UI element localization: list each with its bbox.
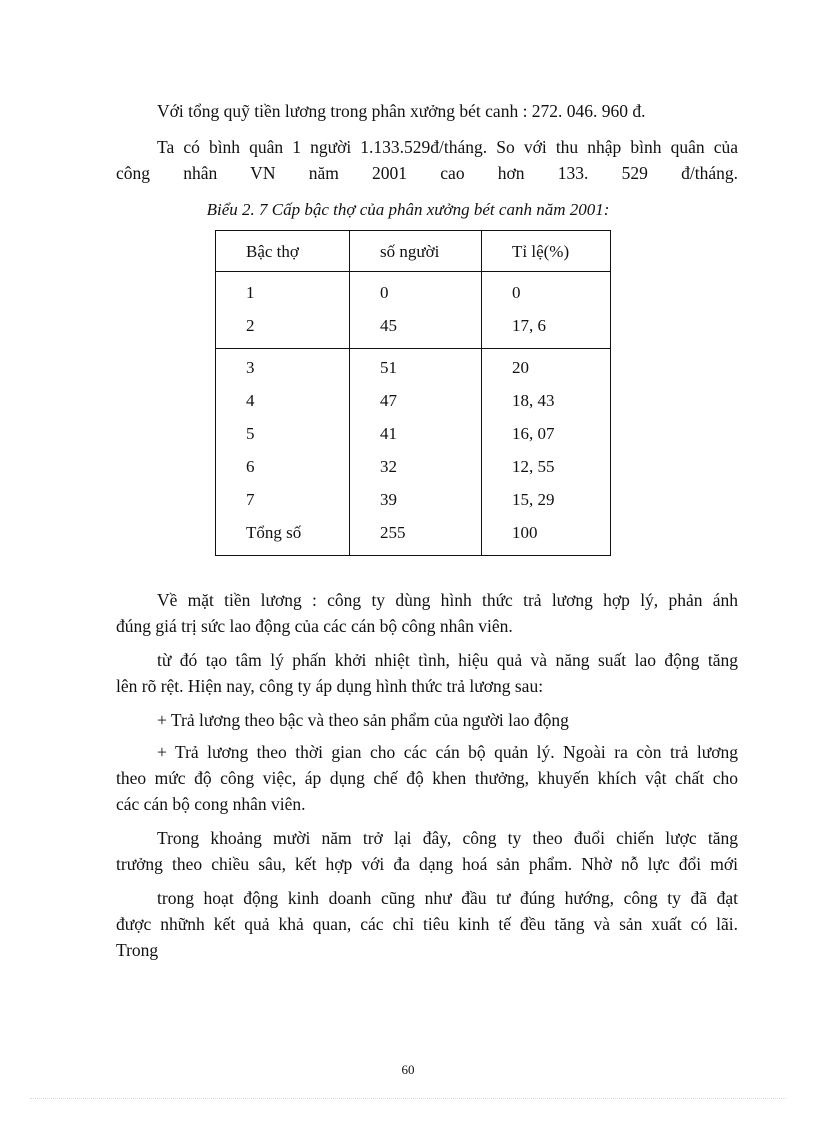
table-cell-total-count: 255 bbox=[380, 523, 406, 542]
table-cell: 41 bbox=[380, 424, 397, 443]
table-cell: 32 bbox=[380, 457, 397, 476]
table-cell: 4 bbox=[246, 391, 255, 410]
table-cell: 15, 29 bbox=[512, 490, 555, 509]
paragraph-wage-policy-line1: Về mặt tiền lương : công ty dùng hình thức trả lương hợp lý, phản ánh bbox=[157, 590, 738, 610]
table-group-1 bbox=[216, 272, 611, 349]
table-cell: 7 bbox=[246, 490, 255, 509]
list-item-piece-wage: + Trả lương theo bậc và theo sản phẩm của người lao động bbox=[157, 710, 569, 730]
table-cell: 2 bbox=[246, 316, 255, 335]
table-cell: 51 bbox=[380, 358, 397, 377]
header-grade: Bậc thợ bbox=[216, 231, 350, 272]
paragraph-results-line3: Trong bbox=[116, 940, 159, 960]
table-cell: 47 bbox=[380, 391, 397, 410]
page-number: 60 bbox=[401, 1062, 415, 1077]
table-cell: 0 bbox=[512, 283, 521, 302]
table-cell: 16, 07 bbox=[512, 424, 555, 443]
page-bottom-divider bbox=[30, 1098, 786, 1099]
paragraph-average-line2: công nhân VN năm 2001 cao hơn 133. 529 đ/tháng. bbox=[116, 163, 738, 183]
table-cell: 6 bbox=[246, 457, 255, 476]
table-cell: 17, 6 bbox=[512, 316, 546, 335]
table-caption: Biểu 2. 7 Cấp bậc thợ của phân xưởng bét canh năm 2001: bbox=[206, 200, 610, 219]
header-ratio: Tỉ lệ(%) bbox=[482, 231, 611, 272]
table-header-row bbox=[216, 231, 611, 272]
paragraph-average-line1: Ta có bình quân 1 người 1.133.529đ/tháng. So với thu nhập bình quân của bbox=[157, 137, 738, 157]
paragraph-results-line2: được nhữnh kết quả khả quan, các chỉ tiêu kinh tế đều tăng và sản xuất có lãi. bbox=[116, 914, 738, 934]
header-count: số người bbox=[350, 231, 482, 272]
paragraph-wage-policy-line2: đúng giá trị sức lao động của các cán bộ công nhân viên. bbox=[116, 616, 513, 636]
table-cell: 1 bbox=[246, 283, 255, 302]
table-cell-total-ratio: 100 bbox=[512, 523, 538, 542]
list-item-time-wage-line2: theo mức độ công việc, áp dụng chế độ khen thưởng, khuyến khích vật chất cho bbox=[116, 768, 738, 788]
paragraph-strategy-line2: trưởng theo chiều sâu, kết hợp với đa dạng hoá sản phẩm. Nhờ nỗ lực đổi mới bbox=[116, 854, 738, 874]
table-group-2 bbox=[216, 349, 611, 556]
paragraph-motivation-line1: từ đó tạo tâm lý phấn khởi nhiệt tình, hiệu quả và năng suất lao động tăng bbox=[157, 650, 738, 670]
paragraph-motivation-line2: lên rõ rệt. Hiện nay, công ty áp dụng hình thức trả lương sau: bbox=[116, 676, 544, 696]
table-cell: 20 bbox=[512, 358, 529, 377]
list-item-time-wage-line1: + Trả lương theo thời gian cho các cán bộ quản lý. Ngoài ra còn trả lương bbox=[157, 742, 738, 762]
table-cell-total-label: Tổng số bbox=[246, 523, 302, 542]
table-cell: 12, 55 bbox=[512, 457, 555, 476]
table-cell: 45 bbox=[380, 316, 397, 335]
paragraph-results-line1: trong hoạt động kinh doanh cũng như đầu tư đúng hướng, công ty đã đạt bbox=[157, 888, 738, 908]
table-cell: 3 bbox=[246, 358, 255, 377]
table-cell: 39 bbox=[380, 490, 397, 509]
table-cell: 0 bbox=[380, 283, 389, 302]
table-cell: 18, 43 bbox=[512, 391, 555, 410]
paragraph-strategy-line1: Trong khoảng mười năm trở lại đây, công ty theo đuổi chiến lược tăng bbox=[157, 828, 738, 848]
worker-grade-table bbox=[215, 230, 611, 556]
list-item-time-wage-line3: các cán bộ cong nhân viên. bbox=[116, 794, 306, 814]
paragraph-wage-fund: Với tổng quỹ tiền lương trong phân xưởng bét canh : 272. 046. 960 đ. bbox=[157, 101, 646, 121]
table-cell: 5 bbox=[246, 424, 255, 443]
